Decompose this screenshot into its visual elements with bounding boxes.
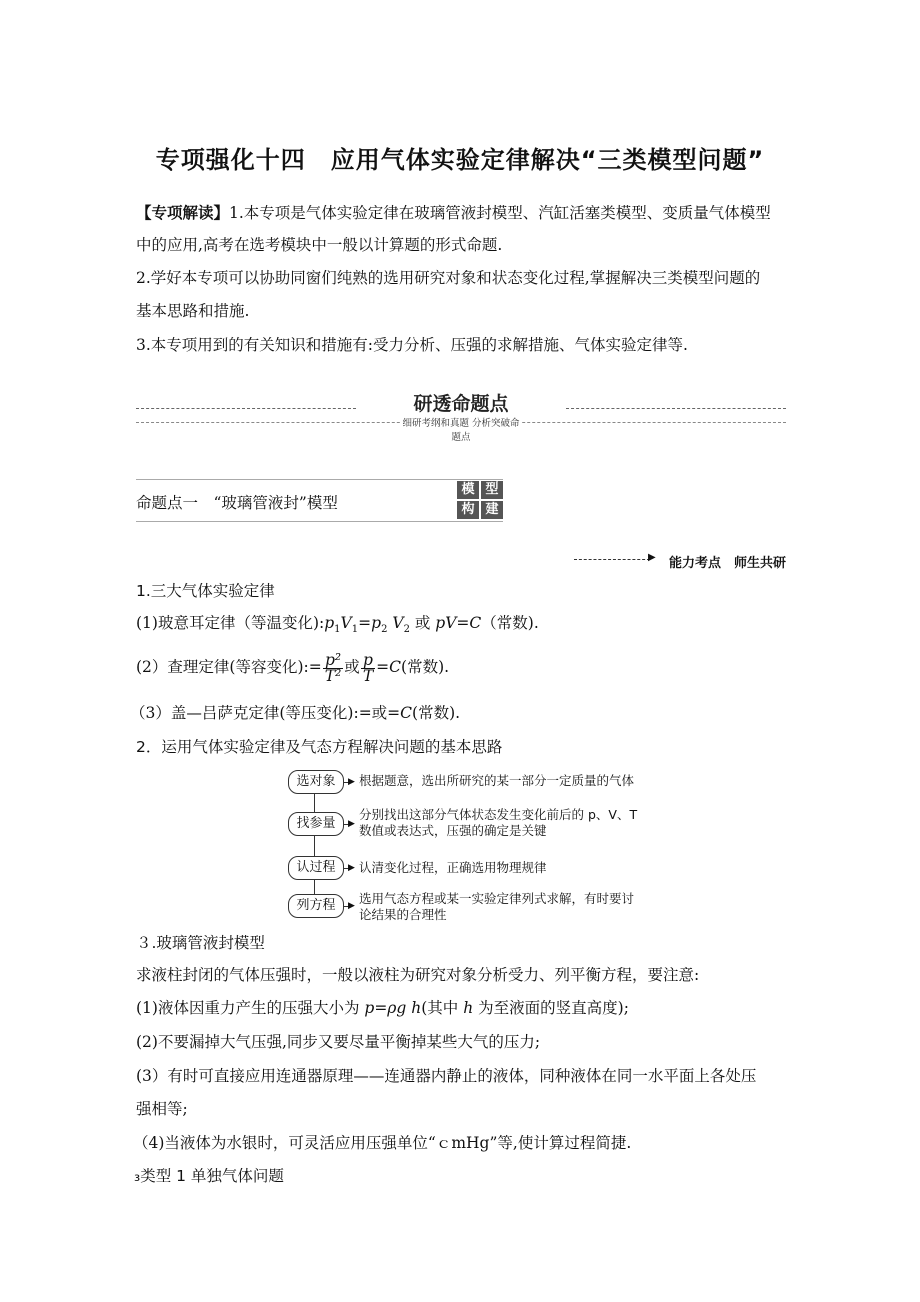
model-item-3b: 强相等; [136, 1100, 188, 1118]
intro-line-3: 3.本专项用到的有关知识和措施有:受力分析、压强的求解措施、气体实验定律等. [136, 336, 688, 354]
model-item-3a: (3）有时可直接应用连通器原理——连通器内静止的液体，同种液体在同一水平面上各处压 [136, 1067, 757, 1085]
banner-title: 研透命题点 [413, 393, 509, 415]
laws-heading: 1.三大气体实验定律 [136, 582, 275, 600]
flow-text-4a: 选用气态方程或某一实验定律列式求解，有时要讨 [359, 891, 635, 906]
intro-line-1: 【专项解读】1.本专项是气体实验定律在玻璃管液封模型、汽缸活塞类模型、变质量气体模型 [136, 204, 771, 222]
model-item-1: (1)液体因重力产生的压强大小为 p=ρg h(其中 h 为至液面的竖直高度); [136, 999, 629, 1017]
flow-connector [314, 788, 315, 906]
intro-line-1b: 中的应用,高考在选考模块中一般以计算题的形式命题. [136, 236, 503, 254]
ability-label: 能力考点 师生共研 [668, 556, 786, 571]
fraction-1: $\frac{\text{p²}}{\text{T²}}$ [324, 650, 342, 685]
approach-heading: 2．运用气体实验定律及气态方程解决问题的基本思路 [136, 738, 503, 756]
gay-lussac-law: （3）盖—吕萨克定律(等压变化):=或=C(常数). [130, 704, 461, 722]
arrow-right-icon: ▶ [348, 901, 355, 911]
flow-text-3: 认清变化过程，正确选用物理规律 [359, 860, 547, 875]
page-title: 专项强化十四 应用气体实验定律解决“三类模型问题” [155, 146, 765, 174]
flow-box-write-equation: 列方程 [288, 894, 344, 918]
flow-text-2a: 分别找出这部分气体状态发生变化前后的 p、V、T [359, 807, 638, 822]
model-item-4: （4)当液体为水银时，可灵活应用压强单位“ｃmHg”等,使计算过程简捷. [133, 1134, 632, 1152]
banner-divider-left [136, 408, 356, 409]
badge-jian: 建 [481, 501, 503, 519]
banner-subtitle: 细研考纲和真题 分析突破命题点 [400, 415, 522, 443]
badge-mo: 模 [457, 481, 479, 499]
ability-arrow-line [574, 559, 650, 560]
badge-gou: 构 [457, 501, 479, 519]
charles-law: (2）查理定律(等容变化):= $\frac{\text{p²}}{\text{T²}}$ 或 $\frac{p}{T}$ =C(常数). [136, 650, 450, 685]
model-item-2: (2)不要漏掉大气压强,同步又要尽量平衡掉某些大气的压力; [136, 1033, 541, 1051]
flow-box-find-params: 找参量 [288, 812, 344, 836]
intro-line-2b: 基本思路和措施. [136, 302, 250, 320]
flow-text-1: 根据题意，选出所研究的某一部分一定质量的气体 [359, 773, 635, 788]
arrow-right-icon: ▶ [648, 552, 656, 563]
topic-bar [136, 479, 503, 522]
arrow-right-icon: ▶ [348, 777, 355, 787]
arrow-right-icon: ▶ [348, 819, 355, 829]
flow-box-select-object: 选对象 [288, 770, 344, 794]
section-banner [136, 385, 786, 443]
boyle-law: (1)玻意耳定律（等温变化)$:p_1V_1=p_2$ $V_2$ 或 pV=C（常数). [136, 614, 539, 636]
type1-heading: ₃类型 1 单独气体问题 [134, 1167, 284, 1185]
badge-xing: 型 [481, 481, 503, 499]
flow-text-4b: 论结果的合理性 [359, 907, 447, 922]
fraction-2: $\frac{p}{T}$ [362, 650, 374, 685]
intro-line-2: 2.学好本专项可以协助同窗们纯熟的选用研究对象和状态变化过程,掌握解决三类模型问题的 [136, 269, 761, 287]
topic-label: 命题点一 “玻璃管液封”模型 [136, 494, 338, 512]
arrow-right-icon: ▶ [348, 863, 355, 873]
intro-tag: 【专项解读】 [136, 204, 230, 222]
flow-text-2b: 数值或表达式，压强的确定是关键 [359, 823, 547, 838]
banner-divider-right [566, 408, 786, 409]
model-heading: ３.玻璃管液封模型 [136, 934, 265, 952]
flow-box-recognize-process: 认过程 [288, 856, 344, 880]
model-intro: 求液柱封闭的气体压强时，一般以液柱为研究对象分析受力、列平衡方程，要注意: [136, 966, 700, 984]
